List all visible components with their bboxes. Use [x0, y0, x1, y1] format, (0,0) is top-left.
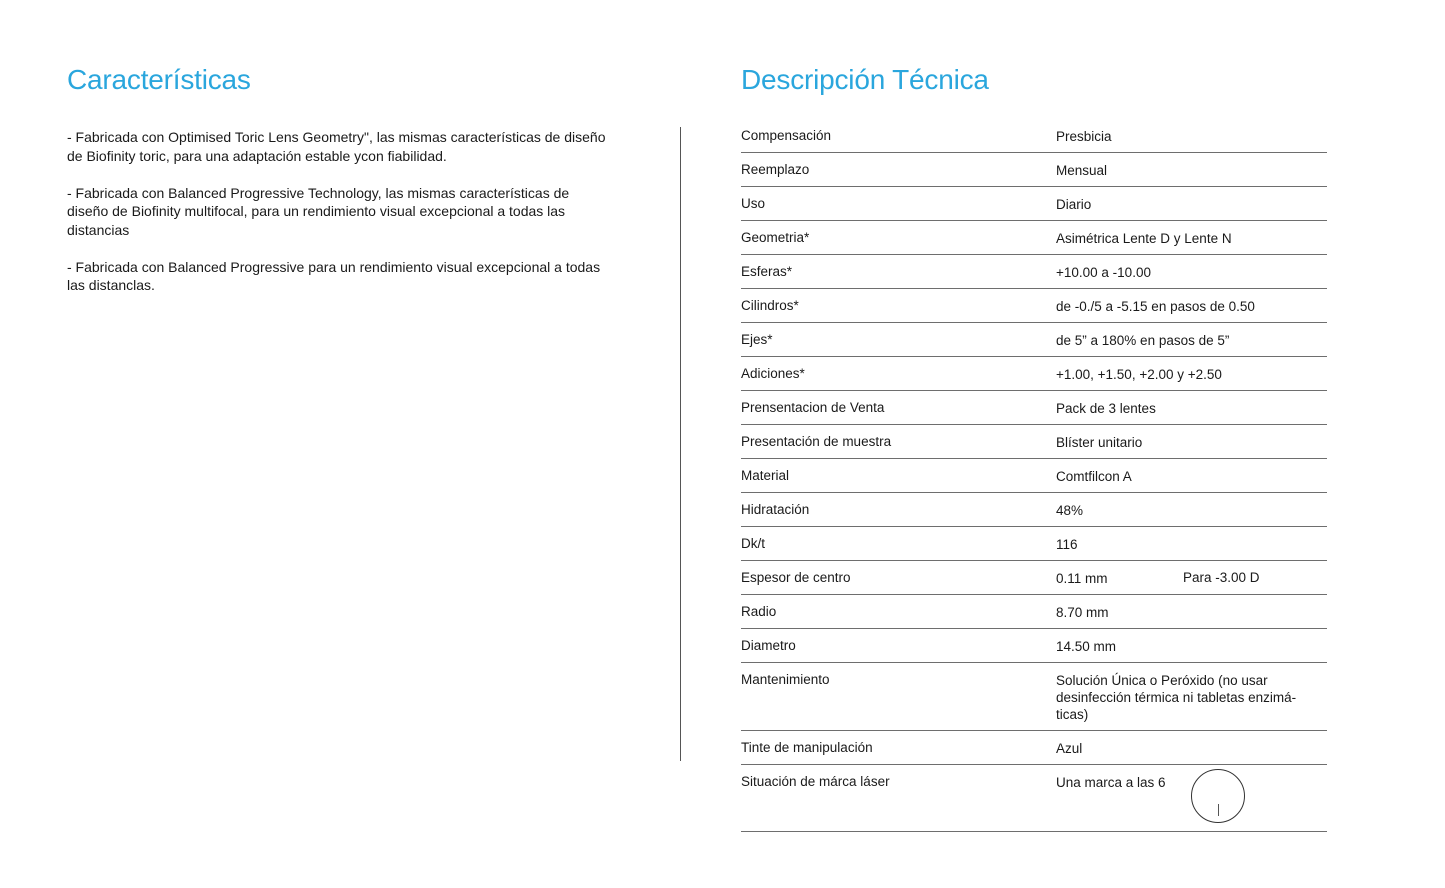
spec-row-cilindros	[741, 289, 1327, 323]
spec-label: Reemplazo	[741, 162, 810, 177]
spec-row-marca-laser	[741, 765, 1327, 832]
features-list	[67, 128, 612, 313]
spec-value: 8.70 mm	[1056, 605, 1109, 620]
spec-label: Esferas*	[741, 264, 793, 279]
spec-row-material	[741, 459, 1327, 493]
spec-value: +10.00 a -10.00	[1056, 265, 1151, 280]
features-heading: Características	[67, 64, 251, 95]
spec-label: Geometria*	[741, 230, 810, 245]
spec-label: Hidratación	[741, 502, 810, 517]
spec-value: Pack de 3 lentes	[1056, 401, 1156, 416]
spec-row-hidratacion	[741, 493, 1327, 527]
spec-label: Prensentacion de Venta	[741, 400, 885, 415]
spec-row-mantenimiento	[741, 663, 1327, 731]
spec-value: Comtfilcon A	[1056, 469, 1132, 484]
column-divider	[680, 127, 681, 761]
spec-row-compensacion	[741, 119, 1327, 153]
spec-value: 116	[1056, 537, 1078, 552]
spec-value: 14.50 mm	[1056, 639, 1117, 654]
spec-label: Diametro	[741, 638, 796, 653]
spec-row-diametro	[741, 629, 1327, 663]
spec-value: de -0./5 a -5.15 en pasos de 0.50	[1056, 299, 1255, 314]
laser-mark-tick	[1218, 804, 1219, 816]
spec-value: de 5” a 180% en pasos de 5”	[1056, 333, 1230, 348]
spec-row-radio	[741, 595, 1327, 629]
spec-value: 0.11 mm	[1056, 571, 1108, 586]
spec-value: Una marca a las 6	[1056, 775, 1166, 790]
spec-label: Ejes*	[741, 332, 773, 347]
spec-label: Tinte de manipulación	[741, 740, 873, 755]
spec-row-tinte	[741, 731, 1327, 765]
spec-label: Dk/t	[741, 536, 766, 551]
spec-row-dkt	[741, 527, 1327, 561]
spec-value: Blíster unitario	[1056, 435, 1143, 450]
spec-label: Cilindros*	[741, 298, 799, 313]
spec-label: Adiciones*	[741, 366, 805, 381]
spec-label: Presentación de muestra	[741, 434, 892, 449]
spec-row-geometria	[741, 221, 1327, 255]
laser-mark-diagram-icon	[1191, 769, 1245, 823]
spec-value: Azul	[1056, 741, 1083, 756]
feature-paragraph: - Fabricada con Balanced Progressive Technology, las mismas características de diseño de Biofinity multifocal, para un rendimiento visual excepcional a todas las distancias	[67, 184, 570, 238]
spec-value: Diario	[1056, 197, 1092, 212]
spec-label: Compensación	[741, 128, 832, 143]
spec-value: Solución Única o Peróxido (no usar desinfección térmica ni tabletas enzimá-ticas)	[1056, 673, 1297, 722]
spec-row-ejes	[741, 323, 1327, 357]
spec-row-presentacion-venta	[741, 391, 1327, 425]
spec-value: 48%	[1056, 503, 1084, 518]
feature-paragraph: - Fabricada con Balanced Progressive para un rendimiento visual excepcional a todas las distanclas.	[67, 258, 601, 293]
spec-label: Material	[741, 468, 790, 483]
spec-label: Espesor de centro	[741, 570, 851, 585]
spec-value: Presbicia	[1056, 129, 1112, 144]
spec-row-esferas	[741, 255, 1327, 289]
spec-row-presentacion-muestra	[741, 425, 1327, 459]
spec-row-reemplazo	[741, 153, 1327, 187]
spec-table	[741, 119, 1327, 832]
spec-label: Mantenimiento	[741, 672, 830, 687]
feature-paragraph: - Fabricada con Optimised Toric Lens Geometry", las mismas características de diseño de Biofinity toric, para una adaptación estable ycon fiabilidad.	[67, 129, 606, 164]
spec-row-adiciones	[741, 357, 1327, 391]
spec-label: Radio	[741, 604, 777, 619]
spec-row-espesor	[741, 561, 1327, 595]
spec-label: Uso	[741, 196, 766, 211]
technical-heading: Descripción Técnica	[741, 64, 989, 95]
spec-value: Asimétrica Lente D y Lente N	[1056, 231, 1232, 246]
spec-label: Situación de márca láser	[741, 774, 890, 789]
spec-row-uso	[741, 187, 1327, 221]
spec-value: +1.00, +1.50, +2.00 y +2.50	[1056, 367, 1222, 382]
spec-value: Mensual	[1056, 163, 1108, 178]
spec-extra-value: Para -3.00 D	[1183, 570, 1260, 585]
